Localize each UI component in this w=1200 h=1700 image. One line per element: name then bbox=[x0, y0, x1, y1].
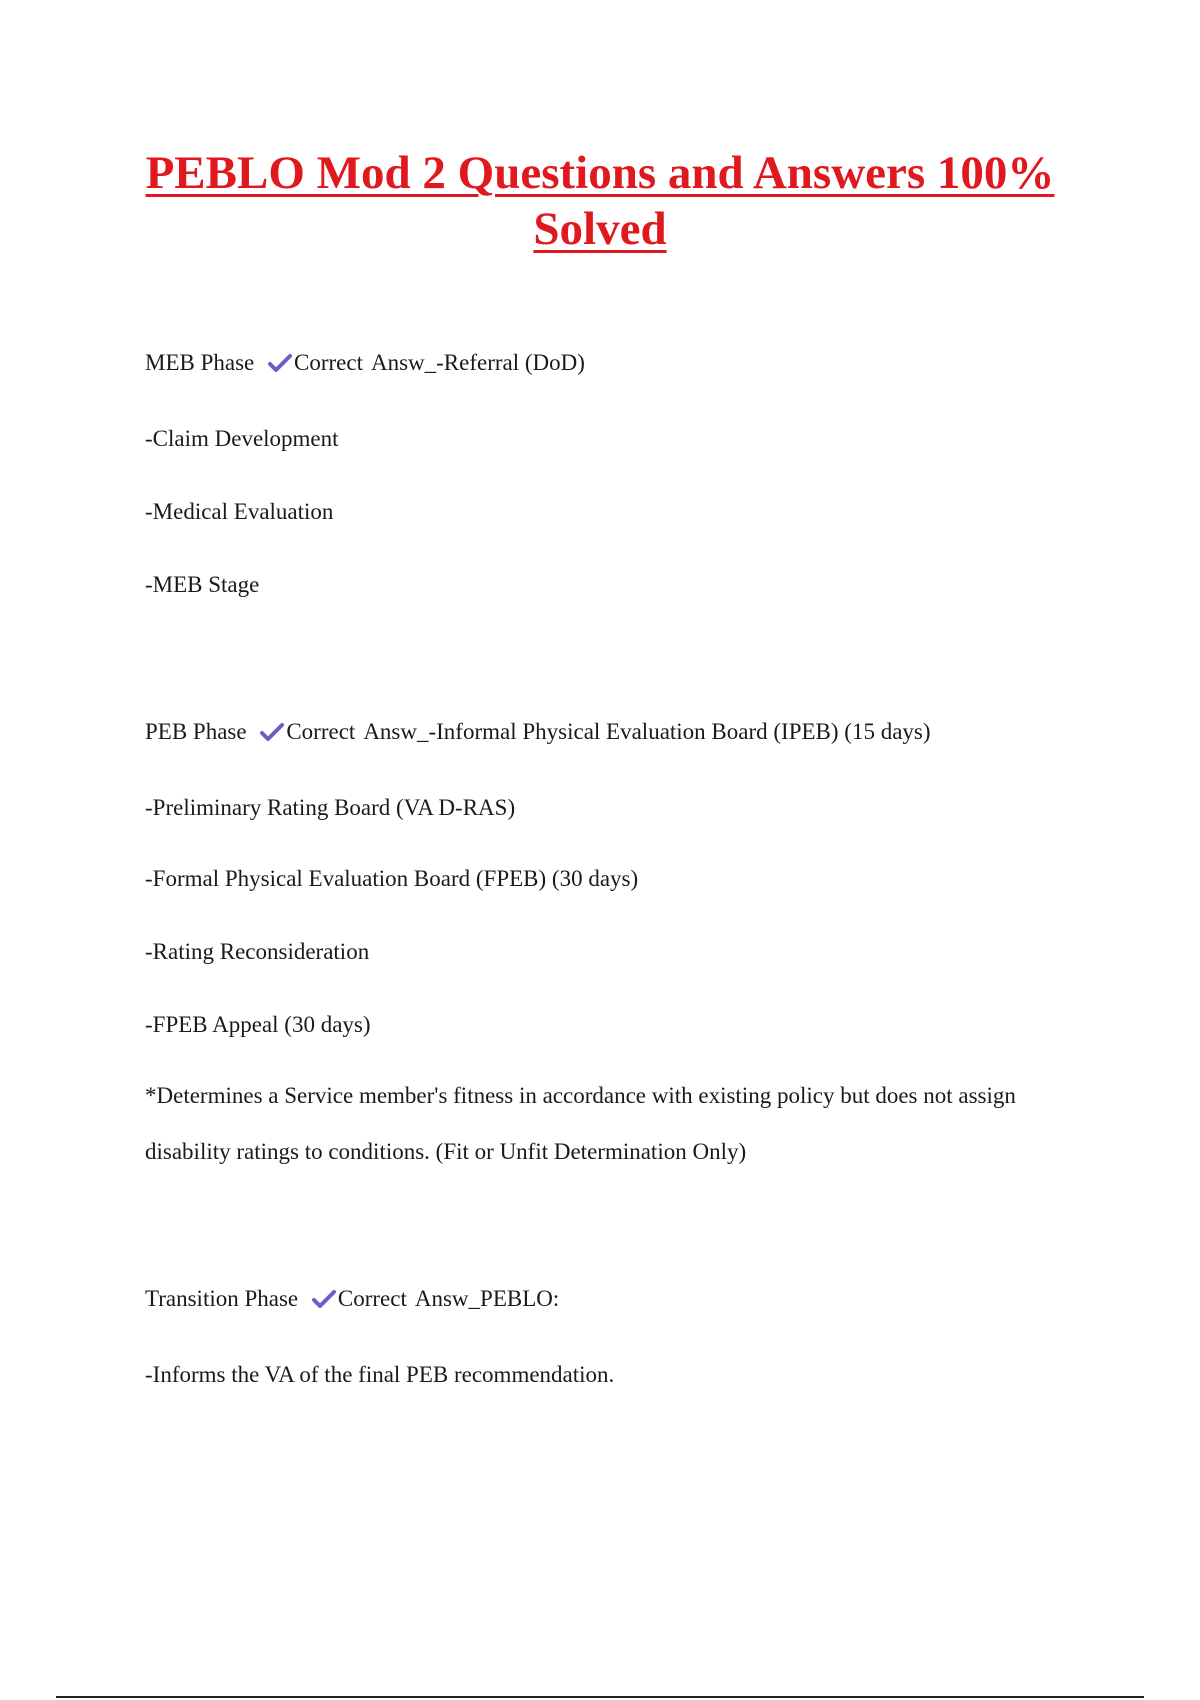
answer-note: disability ratings to conditions. (Fit or Unfit Determination Only) bbox=[145, 1139, 747, 1164]
question-label: Transition Phase bbox=[145, 1286, 299, 1311]
answer-line: -FPEB Appeal (30 days) bbox=[145, 1012, 371, 1037]
title-line-1: PEBLO Mod 2 Questions and Answers 100% bbox=[145, 147, 1055, 199]
checkmark-icon bbox=[260, 722, 284, 742]
question-meb-phase bbox=[145, 348, 585, 378]
answer-prefix: Correct bbox=[294, 350, 363, 375]
answer-prefix: Correct bbox=[337, 1286, 407, 1311]
answer-text: Answ_-Informal Physical Evaluation Board (IPEB) (15 days) bbox=[363, 719, 931, 744]
answer-line: -MEB Stage bbox=[145, 572, 260, 597]
document-title bbox=[100, 145, 1100, 257]
answer-line: -Rating Reconsideration bbox=[145, 939, 370, 964]
title-line-2: Solved bbox=[533, 203, 667, 255]
question-peb-phase bbox=[145, 717, 931, 747]
answer-note: *Determines a Service member's fitness in accordance with existing policy but does not assign bbox=[145, 1083, 1016, 1108]
checkmark-icon bbox=[268, 353, 292, 373]
page-bottom-rule bbox=[56, 1696, 1144, 1698]
answer-prefix: Correct bbox=[286, 719, 356, 744]
checkmark-icon bbox=[312, 1289, 336, 1309]
question-transition-phase bbox=[145, 1284, 559, 1314]
answer-text: Answ_-Referral (DoD) bbox=[370, 350, 585, 375]
answer-line: -Medical Evaluation bbox=[145, 499, 334, 524]
question-label: MEB Phase bbox=[145, 350, 255, 375]
answer-text: Answ_PEBLO: bbox=[414, 1286, 560, 1311]
question-label: PEB Phase bbox=[145, 719, 247, 744]
answer-line: -Preliminary Rating Board (VA D-RAS) bbox=[145, 795, 516, 820]
answer-line: -Formal Physical Evaluation Board (FPEB) (30 days) bbox=[145, 866, 639, 891]
answer-line: -Informs the VA of the final PEB recommendation. bbox=[145, 1362, 615, 1387]
answer-line: -Claim Development bbox=[145, 426, 339, 451]
